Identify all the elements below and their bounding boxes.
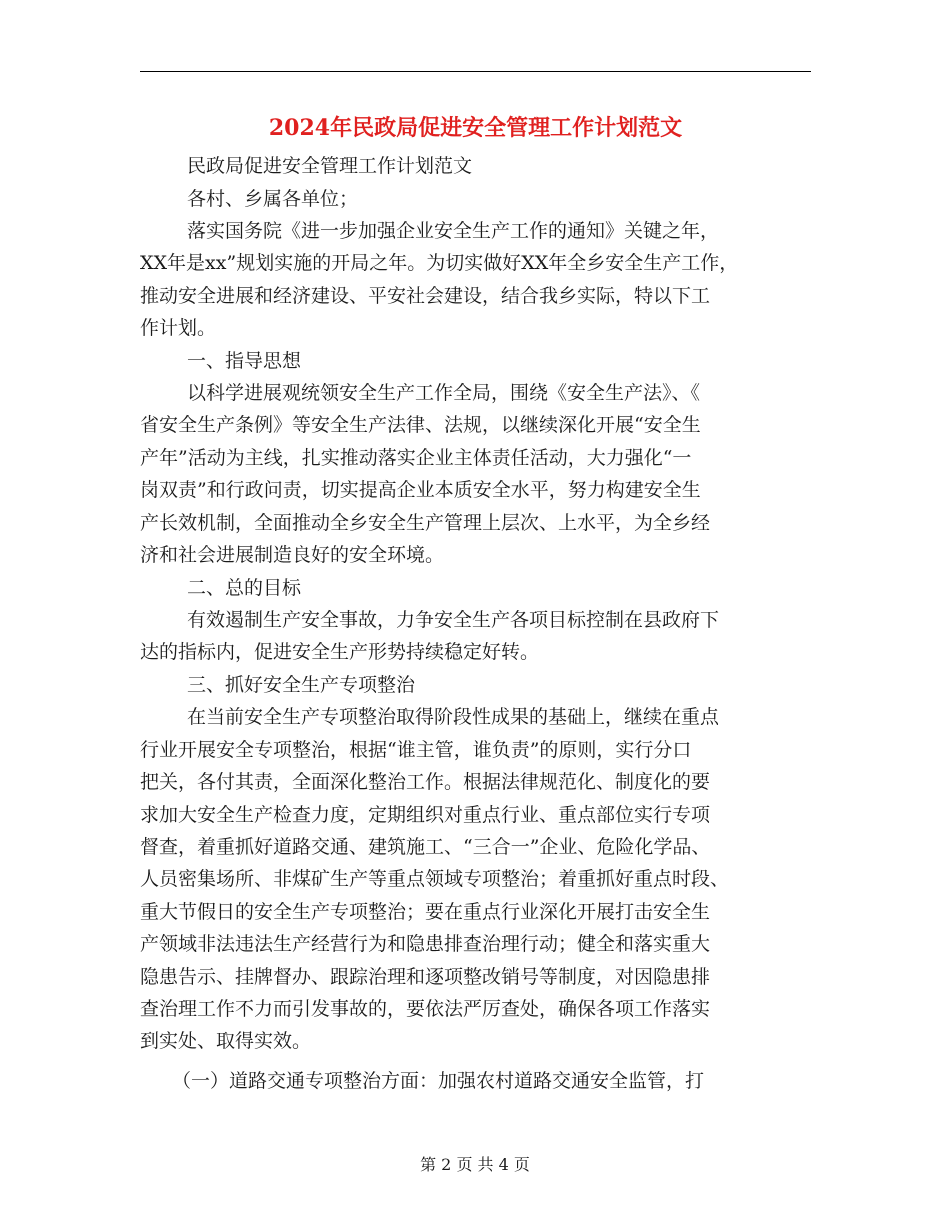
body-line: 查治理工作不力而引发事故的，要依法严厉查处，确保各项工作落实: [140, 998, 711, 1020]
body-line: 达的指标内，促进安全生产形势持续稳定好转。: [140, 641, 540, 663]
body-line: 求加大安全生产检查力度，定期组织对重点行业、重点部位实行专项: [140, 804, 711, 826]
body-line: 各村、乡属各单位；: [187, 188, 359, 210]
body-line: 隐患告示、挂牌督办、跟踪治理和逐项整改销号等制度，对因隐患排: [140, 966, 711, 988]
body-line: 行业开展安全专项整治，根据“谁主管，谁负责”的原则，实行分口: [140, 739, 692, 761]
body-line: 产长效机制，全面推动全乡安全生产管理上层次、上水平，为全乡经: [140, 512, 711, 534]
body-line: 督查，着重抓好道路交通、建筑施工、“三合一”企业、危险化学品、: [140, 836, 711, 858]
body-line: 以科学进展观统领安全生产工作全局，围绕《安全生产法》、《: [187, 382, 701, 404]
body-line: 到实处、取得实效。: [140, 1030, 312, 1052]
body-line: 重大节假日的安全生产专项整治；要在重点行业深化开展打击安全生: [140, 901, 711, 923]
section-heading: 三、抓好安全生产专项整治: [187, 674, 416, 696]
body-line: 产年”活动为主线，扎实推动落实企业主体责任活动，大力强化“一: [140, 447, 692, 469]
section-heading: 一、指导思想: [187, 350, 302, 372]
document-title: 2024年民政局促进安全管理工作计划范文: [268, 115, 683, 141]
body-line: 有效遏制生产安全事故，力争安全生产各项目标控制在县政府下: [187, 609, 720, 631]
section-heading: 二、总的目标: [187, 577, 302, 599]
body-line: 把关，各付其责，全面深化整治工作。根据法律规范化、制度化的要: [140, 771, 711, 793]
body-line: 岗双责”和行政问责，切实提高企业本质安全水平，努力构建安全生: [140, 479, 701, 501]
body-line: 作计划。: [140, 317, 217, 339]
body-line: 济和社会进展制造良好的安全环境。: [140, 544, 445, 566]
body-line: 产领域非法违法生产经营行为和隐患排查治理行动；健全和落实重大: [140, 933, 711, 955]
body-line: 在当前安全生产专项整治取得阶段性成果的基础上，继续在重点: [187, 706, 720, 728]
body-line: XX年是xx”规划实施的开局之年。为切实做好XX年全乡安全生产工作，: [140, 252, 739, 274]
subsection-heading: （一）道路交通专项整治方面：加强农村道路交通安全监管，打: [172, 1070, 705, 1092]
page-number: 第 2 页 共 4 页: [420, 1155, 530, 1174]
header-rule: [140, 71, 811, 72]
body-line: 省安全生产条例》等安全生产法律、法规，以继续深化开展“安全生: [140, 414, 701, 436]
body-line: 落实国务院《进一步加强企业安全生产工作的通知》关键之年，: [187, 220, 720, 242]
body-line: 民政局促进安全管理工作计划范文: [187, 155, 473, 177]
body-line: 推动安全进展和经济建设、平安社会建设，结合我乡实际，特以下工: [140, 285, 711, 307]
body-line: 人员密集场所、非煤矿生产等重点领域专项整治；着重抓好重点时段、: [140, 868, 730, 890]
